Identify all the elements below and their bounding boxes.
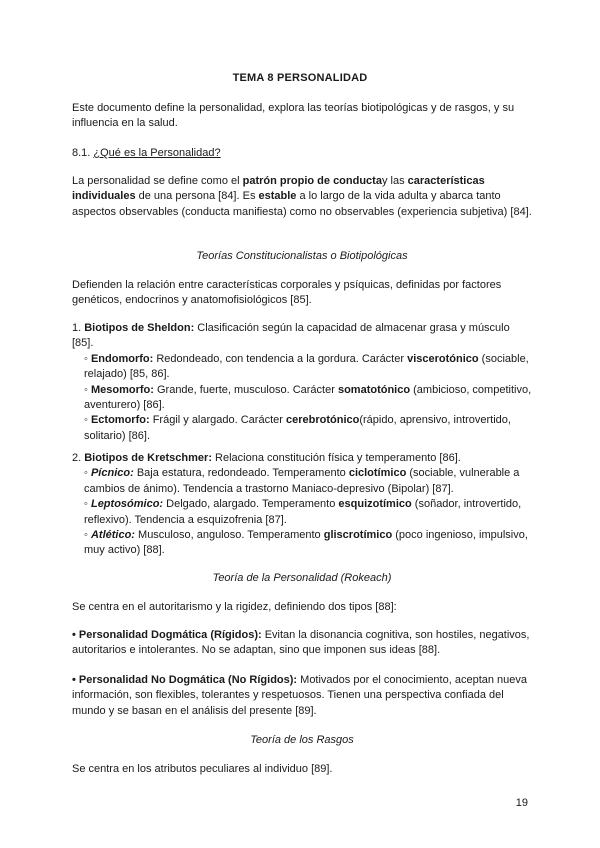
definition-paragraph: La personalidad se define como el patrón propio de conductay las características individuales de una persona [84]. Es estable a lo largo de la vida adulta y abarca tanto aspectos observables (conducta manifiesta) como no observables (experiencia subjetiva) [84]. [72, 175, 532, 218]
page-number: 19 [515, 797, 528, 809]
section-number: 8.1. [72, 147, 94, 159]
sheldon-item: ◦ Endomorfo: Redondeado, con tendencia a la gordura. Carácter viscerotónico (sociable, relajado) [85, 86]. [84, 352, 529, 381]
sheldon-block [72, 321, 532, 444]
section-label: ¿Qué es la Personalidad? [93, 147, 221, 159]
heading-constitucionalistas: Teorías Constitucionalistas o Biotipológicas [196, 250, 408, 262]
constitucionalistas-paragraph: Defienden la relación entre características corporales y psíquicas, definidas por factores genéticos, endocrinos y anatomofisiológicos [85]. [72, 279, 502, 307]
kretschmer-heading: 2. Biotipos de Kretschmer: Relaciona constitución física y temperamento [86]. [72, 452, 461, 464]
no-dogmatica-paragraph: • Personalidad No Dogmática (No Rígidos): Motivados por el conocimiento, aceptan nueva información, son flexibles, tolerantes y respetuosos. Tienen una perspectiva confiada del mundo y se basan en el análisis del presente [89]. [72, 674, 528, 717]
sheldon-item: ◦ Ectomorfo: Frágil y alargado. Carácter cerebrotónico(rápido, aprensivo, introvertido, solitario) [86]. [84, 414, 511, 442]
heading-rokeach: Teoría de la Personalidad (Rokeach) [212, 572, 392, 584]
intro-paragraph: Este documento define la personalidad, explora las teorías biotipológicas y de rasgos, y su influencia en la salud. [72, 102, 515, 130]
sheldon-item: ◦ Mesomorfo: Grande, fuerte, musculoso. Carácter somatotónico (ambicioso, competitivo, aventurero) [86]. [84, 383, 532, 412]
heading-rasgos: Teoría de los Rasgos [250, 734, 354, 746]
document-title: TEMA 8 PERSONALIDAD [232, 72, 368, 84]
kretschmer-item: ◦ Pícnico: Baja estatura, redondeado. Temperamento ciclotímico (sociable, vulnerable a cambios de ánimo). Tendencia a trastorno Maniaco-depresivo (Bipolar) [87]. [84, 467, 520, 495]
rasgos-paragraph: Se centra en los atributos peculiares al individuo [89]. [72, 763, 333, 775]
kretschmer-item: ◦ Leptosómico: Delgado, alargado. Temperamento esquizotímico (soñador, introvertido, reflexivo). Tendencia a esquizofrenia [87]. [84, 498, 522, 526]
sheldon-heading: 1. Biotipos de Sheldon: Clasificación según la capacidad de almacenar grasa y músculo [85]. [72, 322, 510, 350]
kretschmer-item: ◦ Atlético: Musculoso, anguloso. Temperamento gliscrotímico (poco ingenioso, impulsivo, muy activo) [88]. [84, 529, 528, 557]
dogmatica-paragraph: • Personalidad Dogmática (Rígidos): Evitan la disonancia cognitiva, son hostiles, negativos, autoritarios e intolerantes. No se adaptan, sino que imponen sus ideas [88]. [72, 629, 530, 657]
rokeach-paragraph: Se centra en el autoritarismo y la rigidez, definiendo dos tipos [88]: [72, 601, 397, 613]
kretschmer-block [72, 451, 532, 559]
section-heading [72, 146, 532, 161]
